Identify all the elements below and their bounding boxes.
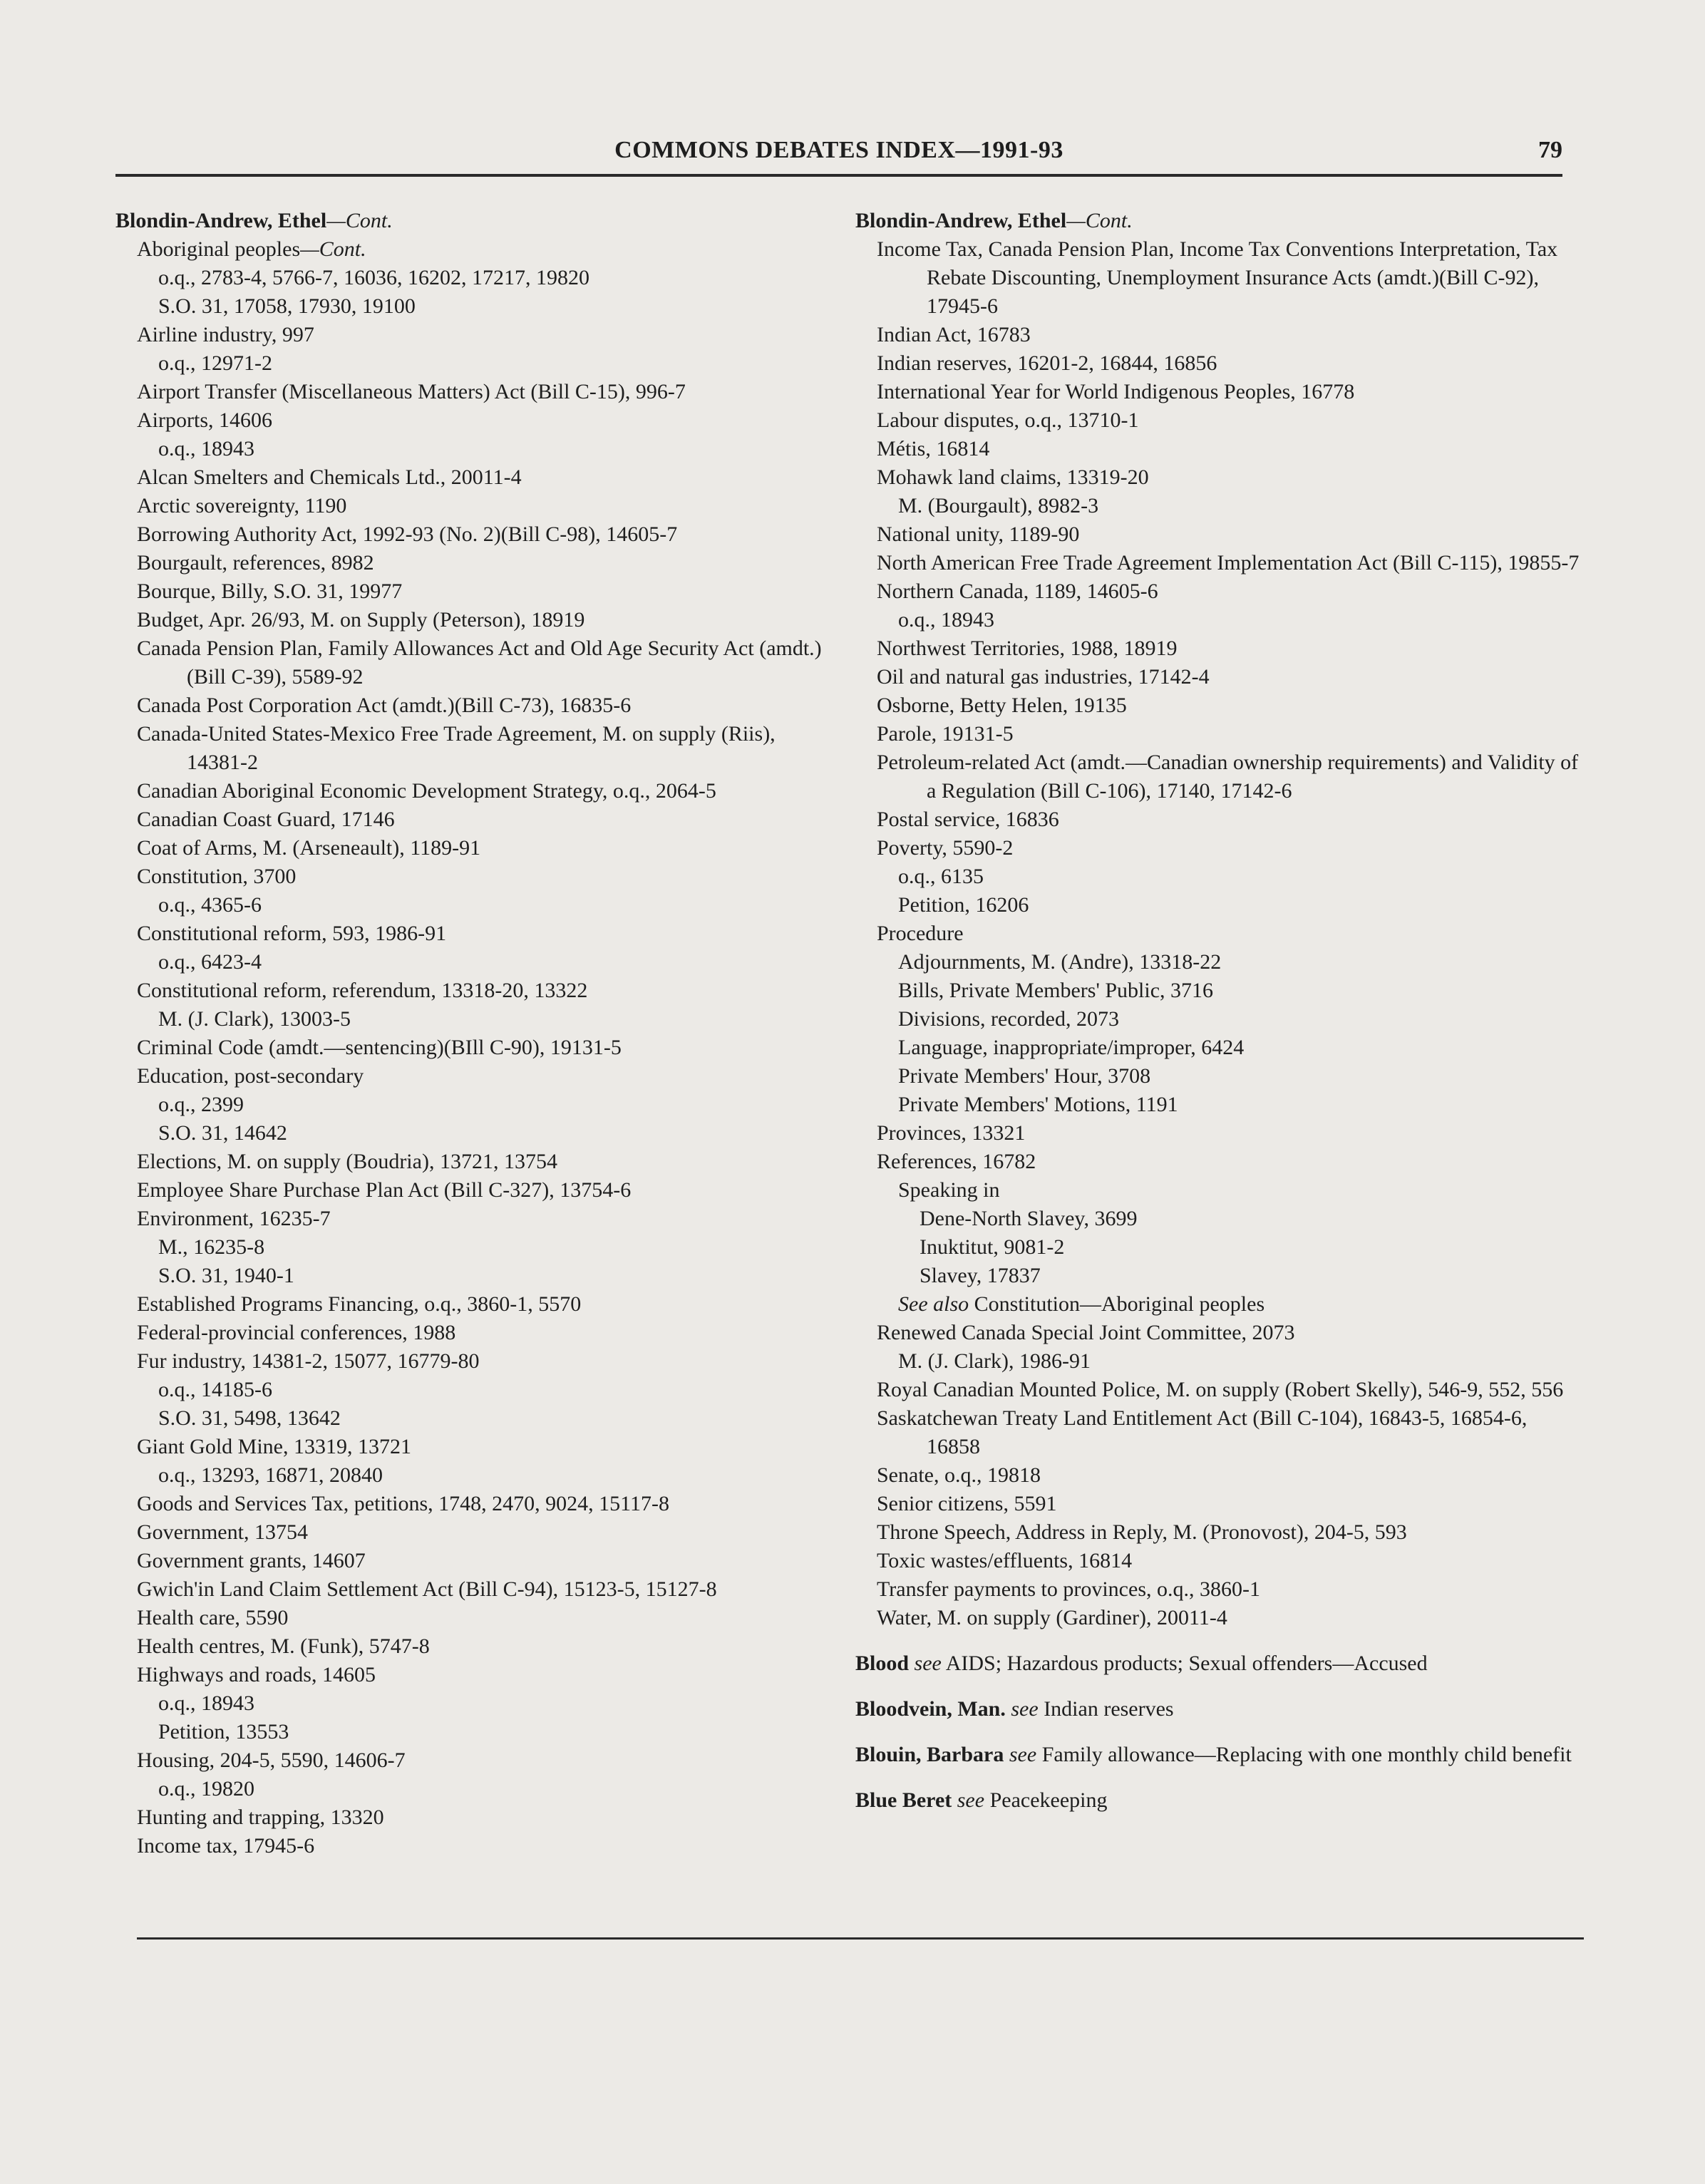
entry-text: References, 16782 <box>877 1150 1036 1173</box>
index-entry <box>115 1518 828 1547</box>
index-entry <box>855 577 1582 606</box>
index-entry <box>115 1604 828 1632</box>
index-entry <box>115 720 828 777</box>
index-entry <box>115 1461 828 1490</box>
index-entry <box>855 321 1582 349</box>
page-title: COMMONS DEBATES INDEX—1991-93 <box>614 137 1063 163</box>
index-entry <box>115 492 828 520</box>
entry-text: Speaking in <box>898 1178 1000 1202</box>
entry-text: Budget, Apr. 26/93, M. on Supply (Peterson), 18919 <box>137 608 585 632</box>
entry-text: Fur industry, 14381-2, 15077, 16779-80 <box>137 1349 480 1373</box>
index-entry <box>855 1490 1582 1518</box>
index-entry <box>115 406 828 435</box>
entry-text: M. (Bourgault), 8982-3 <box>898 494 1099 517</box>
entry-text: Established Programs Financing, o.q., 3860-1, 5570 <box>137 1292 582 1316</box>
entry-text: Constitutional reform, 593, 1986-91 <box>137 922 447 945</box>
index-entry <box>855 549 1582 577</box>
index-entry <box>115 235 828 264</box>
index-entry <box>855 1005 1582 1034</box>
entry-text: Adjournments, M. (Andre), 13318-22 <box>898 950 1222 974</box>
entry-text: Canadian Coast Guard, 17146 <box>137 808 395 831</box>
entry-text: Airline industry, 997 <box>137 323 314 346</box>
index-entry <box>115 920 828 948</box>
entry-text: Provinces, 13321 <box>877 1121 1026 1145</box>
index-entry <box>855 406 1582 435</box>
entry-text: S.O. 31, 5498, 13642 <box>158 1406 341 1430</box>
continued-marker: —Cont. <box>1066 209 1133 232</box>
entry-text: Family allowance—Replacing with one monthly child benefit <box>1036 1743 1572 1766</box>
index-entry <box>115 1718 828 1746</box>
index-entry <box>855 1347 1582 1376</box>
index-entry <box>855 1091 1582 1119</box>
index-entry <box>115 1575 828 1604</box>
entry-text: M. (J. Clark), 1986-91 <box>898 1349 1091 1373</box>
index-entry <box>855 1290 1582 1319</box>
index-entry <box>855 1034 1582 1062</box>
entry-text: Health centres, M. (Funk), 5747-8 <box>137 1634 430 1658</box>
index-entry <box>115 292 828 321</box>
index-entry <box>115 463 828 492</box>
entry-name: Bloodvein, Man. <box>855 1697 1006 1721</box>
entry-text: National unity, 1189-90 <box>877 522 1080 546</box>
entry-text: Health care, 5590 <box>137 1606 289 1629</box>
continued-marker: —Cont. <box>300 237 366 261</box>
entry-text: Income Tax, Canada Pension Plan, Income Tax Conventions Interpretation, Tax Rebate Discounting, Unemployment Insurance Acts (amdt.)(Bill C-92), 17945-6 <box>877 237 1558 318</box>
continued-marker: —Cont. <box>326 209 393 232</box>
index-entry <box>855 748 1582 805</box>
entry-text: Parole, 19131-5 <box>877 722 1014 746</box>
entry-text: Federal-provincial conferences, 1988 <box>137 1321 456 1344</box>
entry-name: Blouin, Barbara <box>855 1743 1004 1766</box>
index-entry <box>115 577 828 606</box>
entry-text: Canada Post Corporation Act (amdt.)(Bill C-73), 16835-6 <box>137 694 632 717</box>
index-entry <box>855 977 1582 1005</box>
index-entry <box>855 663 1582 691</box>
entry-text: Northwest Territories, 1988, 18919 <box>877 637 1178 660</box>
index-entry <box>855 1575 1582 1604</box>
entry-text: Income tax, 17945-6 <box>137 1834 315 1858</box>
see-reference: See also <box>898 1292 969 1316</box>
index-heading-entry <box>855 207 1582 235</box>
index-entry <box>855 1461 1582 1490</box>
entry-text: S.O. 31, 1940-1 <box>158 1264 294 1287</box>
entry-text: o.q., 19820 <box>158 1777 254 1801</box>
entry-text: Private Members' Motions, 1191 <box>898 1093 1178 1116</box>
entry-text: Senior citizens, 5591 <box>877 1492 1057 1515</box>
entry-text: Divisions, recorded, 2073 <box>898 1007 1119 1031</box>
index-entry <box>115 1775 828 1803</box>
entry-text: Constitutional reform, referendum, 13318-20, 13322 <box>137 979 588 1002</box>
entry-text: AIDS; Hazardous products; Sexual offenders—Accused <box>941 1652 1428 1675</box>
entry-text: o.q., 2783-4, 5766-7, 16036, 16202, 17217, 19820 <box>158 266 589 289</box>
page-header <box>115 135 1562 177</box>
index-entry <box>115 1034 828 1062</box>
index-entry <box>115 549 828 577</box>
index-entry <box>115 691 828 720</box>
index-entry <box>115 1233 828 1262</box>
index-entry <box>115 1005 828 1034</box>
entry-text: Language, inappropriate/improper, 6424 <box>898 1036 1245 1059</box>
index-entry <box>115 1347 828 1376</box>
entry-text: Canada-United States-Mexico Free Trade Agreement, M. on supply (Riis), 14381-2 <box>137 722 776 774</box>
index-entry <box>855 1205 1582 1233</box>
entry-text: Inuktitut, 9081-2 <box>920 1235 1065 1259</box>
index-entry <box>855 520 1582 549</box>
entry-text: Toxic wastes/effluents, 16814 <box>877 1549 1133 1572</box>
index-entry <box>855 606 1582 634</box>
index-column-right <box>855 207 1582 1815</box>
entry-text: Arctic sovereignty, 1190 <box>137 494 347 517</box>
entry-text: Petition, 13553 <box>158 1720 289 1743</box>
entry-text: Airport Transfer (Miscellaneous Matters) Act (Bill C-15), 996-7 <box>137 380 686 403</box>
index-entry <box>115 1689 828 1718</box>
entry-text: Indian reserves, 16201-2, 16844, 16856 <box>877 351 1217 375</box>
index-entry <box>855 463 1582 492</box>
entry-text: Constitution—Aboriginal peoples <box>969 1292 1265 1316</box>
index-entry <box>115 948 828 977</box>
index-entry <box>115 1119 828 1148</box>
index-entry <box>855 920 1582 948</box>
entry-text: Poverty, 5590-2 <box>877 836 1014 860</box>
entry-text: Canadian Aboriginal Economic Development Strategy, o.q., 2064-5 <box>137 779 716 803</box>
see-reference: see <box>1005 1697 1039 1721</box>
index-entry <box>115 1205 828 1233</box>
index-entry <box>115 378 828 406</box>
index-entry <box>115 1746 828 1775</box>
index-entry <box>115 1547 828 1575</box>
entry-text: Housing, 204-5, 5590, 14606-7 <box>137 1748 406 1772</box>
entry-text: o.q., 4365-6 <box>158 893 262 917</box>
entry-text: Environment, 16235-7 <box>137 1207 331 1230</box>
index-entry <box>855 1233 1582 1262</box>
entry-text: S.O. 31, 17058, 17930, 19100 <box>158 294 416 318</box>
index-entry <box>855 492 1582 520</box>
index-entry <box>115 1404 828 1433</box>
index-entry <box>855 1319 1582 1347</box>
entry-text: o.q., 18943 <box>158 1691 254 1715</box>
entry-name: Blue Beret <box>855 1788 952 1812</box>
index-entry <box>115 1433 828 1461</box>
entry-text: Labour disputes, o.q., 13710-1 <box>877 408 1139 432</box>
entry-text: o.q., 6423-4 <box>158 950 262 974</box>
index-entry <box>115 1661 828 1689</box>
entry-text: Water, M. on supply (Gardiner), 20011-4 <box>877 1606 1227 1629</box>
index-entry <box>115 891 828 920</box>
entry-text: Osborne, Betty Helen, 19135 <box>877 694 1127 717</box>
entry-text: Throne Speech, Address in Reply, M. (Pronovost), 204-5, 593 <box>877 1520 1407 1544</box>
index-heading-entry <box>855 1741 1582 1769</box>
entry-text: Alcan Smelters and Chemicals Ltd., 20011-4 <box>137 465 522 489</box>
entry-text: North American Free Trade Agreement Implementation Act (Bill C-115), 19855-7 <box>877 551 1580 575</box>
index-entry <box>115 1062 828 1091</box>
index-entry <box>855 891 1582 920</box>
entry-text: Giant Gold Mine, 13319, 13721 <box>137 1435 411 1458</box>
index-entry <box>115 1176 828 1205</box>
index-entry <box>855 1518 1582 1547</box>
index-entry <box>855 1148 1582 1176</box>
index-entry <box>855 378 1582 406</box>
entry-text: Royal Canadian Mounted Police, M. on supply (Robert Skelly), 546-9, 552, 556 <box>877 1378 1564 1401</box>
page-number: 79 <box>1538 137 1562 163</box>
entry-text: o.q., 14185-6 <box>158 1378 272 1401</box>
entry-name: Blondin-Andrew, Ethel <box>855 209 1067 232</box>
entry-text: Dene-North Slavey, 3699 <box>920 1207 1138 1230</box>
index-entry <box>115 1632 828 1661</box>
index-entry <box>855 862 1582 891</box>
entry-text: Employee Share Purchase Plan Act (Bill C-327), 13754-6 <box>137 1178 632 1202</box>
entry-text: Renewed Canada Special Joint Committee, 2073 <box>877 1321 1295 1344</box>
index-entry <box>115 1803 828 1832</box>
index-entry <box>855 805 1582 834</box>
entry-text: o.q., 12971-2 <box>158 351 272 375</box>
index-entry <box>855 1547 1582 1575</box>
index-entry <box>115 834 828 862</box>
entry-text: Coat of Arms, M. (Arseneault), 1189-91 <box>137 836 481 860</box>
index-heading-entry <box>115 207 828 235</box>
index-entry <box>115 777 828 805</box>
index-entry <box>115 1262 828 1290</box>
entry-text: Aboriginal peoples <box>137 237 301 261</box>
entry-text: Highways and roads, 14605 <box>137 1663 376 1686</box>
index-entry <box>115 349 828 378</box>
index-entry <box>115 1376 828 1404</box>
index-column-left <box>115 207 828 1860</box>
entry-text: Borrowing Authority Act, 1992-93 (No. 2)(Bill C-98), 14605-7 <box>137 522 678 546</box>
entry-text: Oil and natural gas industries, 17142-4 <box>877 665 1210 689</box>
index-heading-entry <box>855 1786 1582 1815</box>
index-entry <box>855 634 1582 663</box>
entry-text: Hunting and trapping, 13320 <box>137 1806 384 1829</box>
index-entry <box>855 1062 1582 1091</box>
entry-text: S.O. 31, 14642 <box>158 1121 287 1145</box>
entry-text: Government, 13754 <box>137 1520 308 1544</box>
index-entry <box>855 235 1582 321</box>
index-heading-entry <box>855 1649 1582 1678</box>
index-entry <box>855 1176 1582 1205</box>
index-entry <box>115 435 828 463</box>
entry-text: Education, post-secondary <box>137 1064 364 1088</box>
entry-text: Government grants, 14607 <box>137 1549 366 1572</box>
index-entry <box>115 634 828 691</box>
entry-text: Peacekeeping <box>984 1788 1108 1812</box>
entry-text: Petroleum-related Act (amdt.—Canadian ownership requirements) and Validity of a Regulation (Bill C-106), 17140, 17142-6 <box>877 751 1579 803</box>
entry-text: Métis, 16814 <box>877 437 990 460</box>
entry-text: Constitution, 3700 <box>137 865 297 888</box>
entry-text: Procedure <box>877 922 964 945</box>
entry-text: International Year for World Indigenous Peoples, 16778 <box>877 380 1355 403</box>
index-entry <box>115 606 828 634</box>
index-entry <box>855 349 1582 378</box>
entry-text: Elections, M. on supply (Boudria), 13721, 13754 <box>137 1150 557 1173</box>
index-entry <box>115 321 828 349</box>
entry-text: Mohawk land claims, 13319-20 <box>877 465 1149 489</box>
index-entry <box>855 1404 1582 1461</box>
entry-text: Gwich'in Land Claim Settlement Act (Bill C-94), 15123-5, 15127-8 <box>137 1577 717 1601</box>
entry-text: Criminal Code (amdt.—sentencing)(BIll C-90), 19131-5 <box>137 1036 622 1059</box>
index-entry <box>115 520 828 549</box>
see-reference: see <box>1004 1743 1037 1766</box>
entry-text: Saskatchewan Treaty Land Entitlement Act (Bill C-104), 16843-5, 16854-6, 16858 <box>877 1406 1528 1458</box>
entry-text: Goods and Services Tax, petitions, 1748, 2470, 9024, 15117-8 <box>137 1492 669 1515</box>
entry-text: Postal service, 16836 <box>877 808 1059 831</box>
entry-text: o.q., 2399 <box>158 1093 244 1116</box>
entry-name: Blondin-Andrew, Ethel <box>115 209 327 232</box>
index-entry <box>855 834 1582 862</box>
index-entry <box>115 862 828 891</box>
index-entry <box>115 1319 828 1347</box>
index-entry <box>855 720 1582 748</box>
entry-text: Bourgault, references, 8982 <box>137 551 374 575</box>
entry-text: Northern Canada, 1189, 14605-6 <box>877 580 1158 603</box>
entry-text: o.q., 13293, 16871, 20840 <box>158 1463 383 1487</box>
entry-text: o.q., 6135 <box>898 865 984 888</box>
index-entry <box>115 1490 828 1518</box>
entry-text: o.q., 18943 <box>898 608 994 632</box>
index-entry <box>115 805 828 834</box>
index-entry <box>115 1832 828 1860</box>
index-entry <box>115 1091 828 1119</box>
entry-text: Senate, o.q., 19818 <box>877 1463 1041 1487</box>
entry-text: Transfer payments to provinces, o.q., 3860-1 <box>877 1577 1260 1601</box>
entry-text: Indian reserves <box>1038 1697 1174 1721</box>
entry-text: M., 16235-8 <box>158 1235 265 1259</box>
index-entry <box>115 1290 828 1319</box>
entry-text: M. (J. Clark), 13003-5 <box>158 1007 351 1031</box>
see-reference: see <box>952 1788 985 1812</box>
entry-text: Petition, 16206 <box>898 893 1029 917</box>
entry-text: Slavey, 17837 <box>920 1264 1041 1287</box>
index-entry <box>855 1119 1582 1148</box>
index-entry <box>855 691 1582 720</box>
entry-text: Bourque, Billy, S.O. 31, 19977 <box>137 580 403 603</box>
index-entry <box>855 1262 1582 1290</box>
entry-text: Airports, 14606 <box>137 408 272 432</box>
index-entry <box>115 264 828 292</box>
entry-text: Indian Act, 16783 <box>877 323 1031 346</box>
entry-text: Bills, Private Members' Public, 3716 <box>898 979 1214 1002</box>
index-entry <box>855 435 1582 463</box>
index-entry <box>115 977 828 1005</box>
entry-text: Private Members' Hour, 3708 <box>898 1064 1151 1088</box>
index-entry <box>855 948 1582 977</box>
see-reference: see <box>909 1652 942 1675</box>
index-entry <box>115 1148 828 1176</box>
index-entry <box>855 1376 1582 1404</box>
entry-text: Canada Pension Plan, Family Allowances Act and Old Age Security Act (amdt.)(Bill C-39), 5589-92 <box>137 637 822 689</box>
index-entry <box>855 1604 1582 1632</box>
footer-rule <box>137 1937 1584 1940</box>
entry-text: o.q., 18943 <box>158 437 254 460</box>
index-heading-entry <box>855 1695 1582 1724</box>
entry-name: Blood <box>855 1652 910 1675</box>
